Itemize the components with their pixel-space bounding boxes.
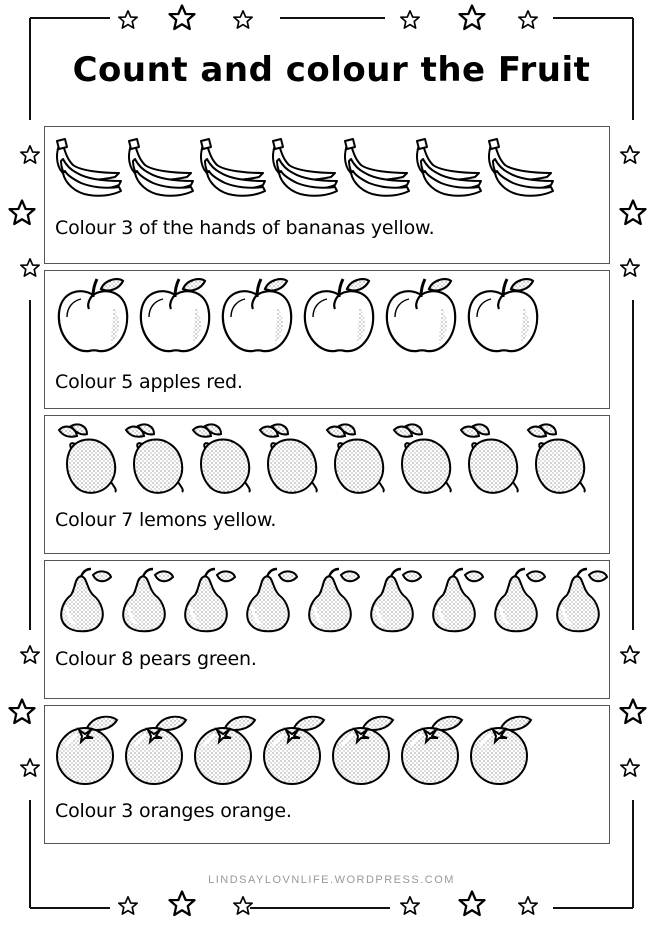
banana-hand-icon[interactable] [125, 135, 197, 199]
pear-icon[interactable] [425, 567, 487, 633]
banana-hand-icon[interactable] [53, 135, 125, 199]
pear-instruction: Colour 8 pears green. [55, 648, 257, 670]
pear-icon[interactable] [549, 567, 611, 633]
star-icon [119, 11, 137, 28]
apple-panel [44, 270, 610, 409]
star-icon [234, 11, 252, 28]
orange-icon[interactable] [398, 712, 467, 788]
star-icon [519, 897, 537, 914]
lemon-instruction: Colour 7 lemons yellow. [55, 509, 277, 531]
apple-icon[interactable] [463, 277, 545, 357]
pear-icon[interactable] [363, 567, 425, 633]
footer-url: LINDSAYLOVNLIFE.WORDPRESS.COM [208, 874, 455, 886]
star-icon [21, 146, 39, 163]
lemon-icon[interactable] [522, 422, 589, 498]
apple-row [53, 277, 545, 357]
lemon-icon[interactable] [254, 422, 321, 498]
pear-icon[interactable] [177, 567, 239, 633]
orange-icon[interactable] [329, 712, 398, 788]
star-icon [621, 201, 646, 225]
apple-icon[interactable] [53, 277, 135, 357]
banana-panel [44, 126, 610, 264]
pear-icon[interactable] [53, 567, 115, 633]
star-icon [401, 11, 419, 28]
lemon-icon[interactable] [388, 422, 455, 498]
apple-instruction: Colour 5 apples red. [55, 371, 243, 393]
star-icon [621, 646, 639, 663]
star-icon [10, 700, 35, 724]
lemon-row [53, 422, 589, 498]
banana-instruction: Colour 3 of the hands of bananas yellow. [55, 217, 435, 239]
page-title: Count and colour the Fruit [72, 50, 591, 90]
banana-hand-icon[interactable] [197, 135, 269, 199]
star-icon [119, 897, 137, 914]
orange-row [53, 712, 536, 788]
star-icon [10, 201, 35, 225]
star-icon [519, 11, 537, 28]
banana-row [53, 135, 557, 199]
star-icon [21, 646, 39, 663]
lemon-icon[interactable] [53, 422, 120, 498]
pear-icon[interactable] [115, 567, 177, 633]
banana-hand-icon[interactable] [341, 135, 413, 199]
orange-icon[interactable] [122, 712, 191, 788]
star-icon [234, 897, 252, 914]
pear-icon[interactable] [239, 567, 301, 633]
orange-panel [44, 705, 610, 844]
pear-panel [44, 560, 610, 699]
lemon-icon[interactable] [321, 422, 388, 498]
star-icon [401, 897, 419, 914]
star-icon [621, 146, 639, 163]
apple-icon[interactable] [381, 277, 463, 357]
star-icon [21, 259, 39, 276]
pear-icon[interactable] [301, 567, 363, 633]
apple-icon[interactable] [135, 277, 217, 357]
lemon-icon[interactable] [120, 422, 187, 498]
orange-instruction: Colour 3 oranges orange. [55, 800, 292, 822]
orange-icon[interactable] [191, 712, 260, 788]
star-icon [21, 759, 39, 776]
lemon-icon[interactable] [187, 422, 254, 498]
lemon-icon[interactable] [455, 422, 522, 498]
pear-icon[interactable] [487, 567, 549, 633]
banana-hand-icon[interactable] [485, 135, 557, 199]
star-icon [170, 892, 195, 916]
banana-hand-icon[interactable] [269, 135, 341, 199]
star-icon [460, 892, 485, 916]
star-icon [621, 759, 639, 776]
apple-icon[interactable] [217, 277, 299, 357]
banana-hand-icon[interactable] [413, 135, 485, 199]
orange-icon[interactable] [467, 712, 536, 788]
star-icon [460, 6, 485, 30]
pear-row [53, 567, 611, 633]
apple-icon[interactable] [299, 277, 381, 357]
star-icon [621, 700, 646, 724]
star-icon [621, 259, 639, 276]
orange-icon[interactable] [260, 712, 329, 788]
orange-icon[interactable] [53, 712, 122, 788]
star-icon [170, 6, 195, 30]
lemon-panel [44, 415, 610, 554]
